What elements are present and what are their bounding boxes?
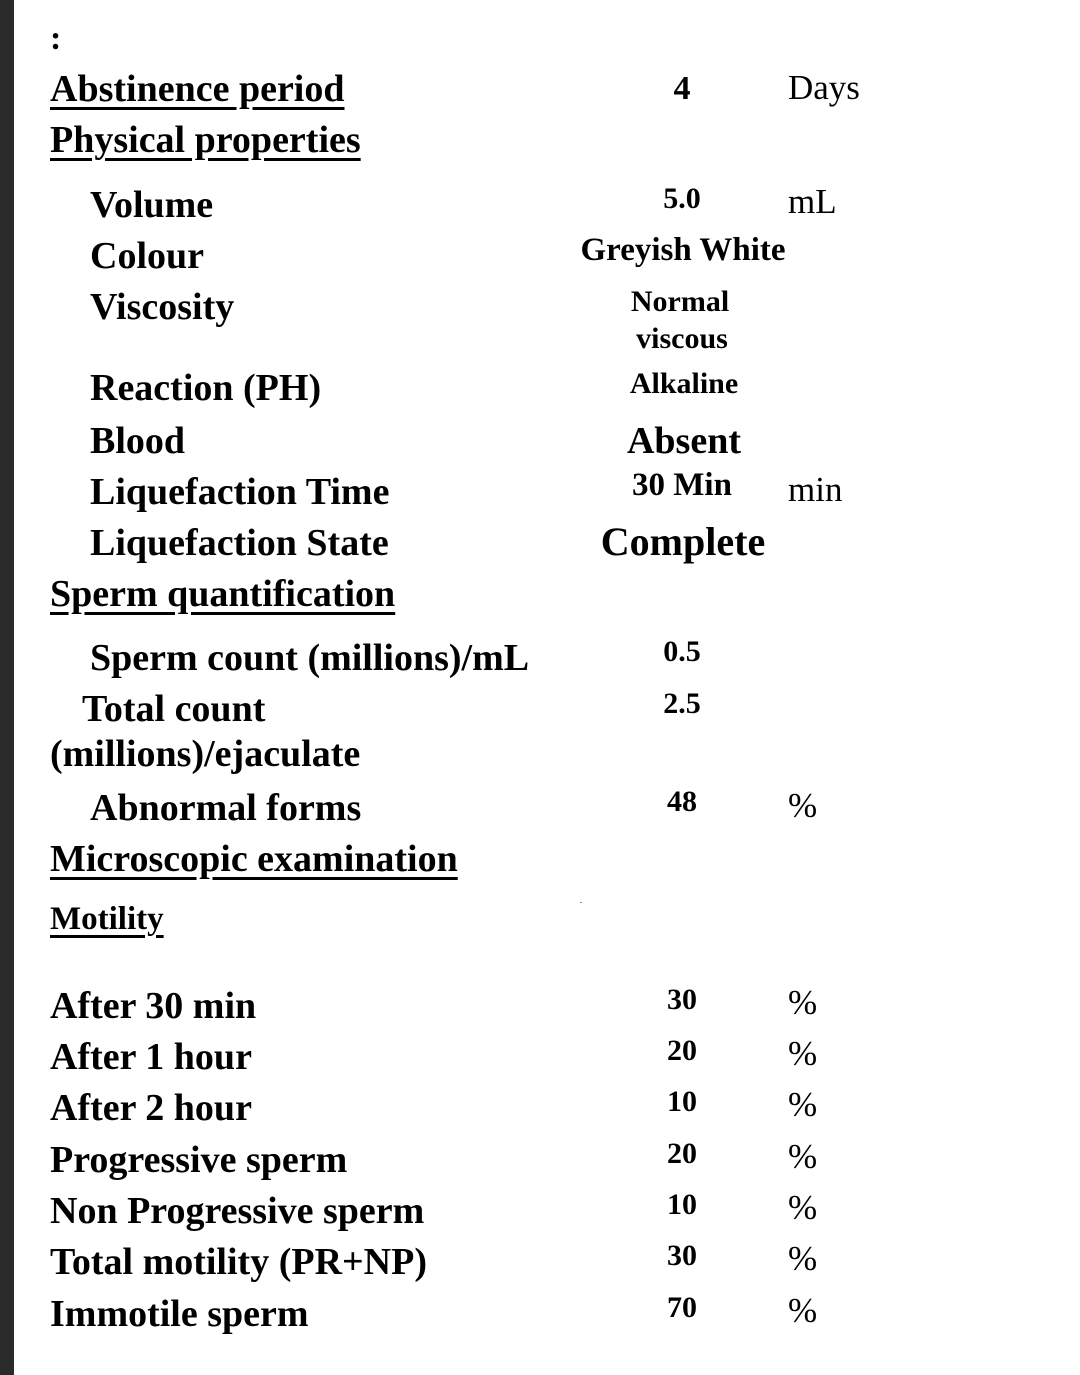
motility-row-value: 20: [667, 1034, 697, 1067]
motility-row-label: After 2 hour: [50, 1087, 252, 1129]
physical-properties-heading: Physical properties: [50, 119, 361, 161]
abnormal-forms-unit: %: [788, 786, 818, 825]
colour-label: Colour: [90, 235, 204, 277]
colour-value: Greyish White: [580, 232, 786, 268]
motility-row-value: 30: [667, 983, 697, 1016]
motility-row-label: After 1 hour: [50, 1036, 252, 1078]
top-mark: :: [50, 20, 62, 57]
abnormal-forms-value: 48: [667, 785, 697, 818]
viscosity-value-line2: viscous: [636, 322, 728, 355]
total-count-value: 2.5: [663, 687, 701, 720]
motility-row-label: Non Progressive sperm: [50, 1190, 425, 1232]
sperm-quantification-heading: Sperm quantification: [50, 573, 396, 615]
blood-label: Blood: [90, 420, 186, 462]
liquefaction-time-label: Liquefaction Time: [90, 471, 390, 513]
motility-row-unit: %: [788, 1085, 818, 1124]
viscosity-label: Viscosity: [90, 286, 235, 328]
volume-unit: mL: [788, 182, 837, 221]
abstinence-value: 4: [673, 70, 691, 107]
motility-row-unit: %: [788, 983, 818, 1022]
motility-row-unit: %: [788, 1291, 818, 1330]
motility-row-label: Progressive sperm: [50, 1139, 348, 1181]
motility-row-unit: %: [788, 1034, 818, 1073]
motility-row-unit: %: [788, 1137, 818, 1176]
liquefaction-time-unit: min: [788, 470, 843, 509]
liquefaction-state-value: Complete: [600, 519, 766, 564]
liquefaction-state-label: Liquefaction State: [90, 522, 389, 564]
total-count-label-line2: (millions)/ejaculate: [50, 733, 361, 775]
volume-value: 5.0: [663, 182, 701, 215]
motility-row-value: 30: [667, 1239, 697, 1272]
left-edge-bar: [0, 0, 14, 1375]
abnormal-forms-label: Abnormal forms: [90, 787, 362, 829]
motility-row-value: 10: [667, 1188, 697, 1221]
total-count-label-line1: Total count: [82, 688, 266, 730]
motility-row-unit: %: [788, 1188, 818, 1227]
motility-row-value: 10: [667, 1085, 697, 1118]
reaction-value: Alkaline: [629, 367, 739, 400]
motility-row-unit: %: [788, 1239, 818, 1278]
motility-row-label: After 30 min: [50, 985, 257, 1027]
volume-label: Volume: [90, 184, 214, 226]
motility-row-value: 70: [667, 1291, 697, 1324]
abstinence-label: Abstinence period: [50, 68, 345, 110]
abstinence-unit: Days: [788, 68, 860, 107]
microscopic-examination-heading: Microscopic examination: [50, 838, 458, 880]
sperm-count-value: 0.5: [663, 635, 701, 668]
motility-row-label: Total motility (PR+NP): [50, 1241, 427, 1283]
motility-row-label: Immotile sperm: [50, 1293, 309, 1335]
viscosity-value-line1: Normal: [630, 285, 730, 318]
stray-dot: [580, 902, 582, 903]
sperm-count-label: Sperm count (millions)/mL: [90, 637, 530, 679]
motility-row-value: 20: [667, 1137, 697, 1170]
liquefaction-time-value: 30 Min: [632, 467, 732, 503]
motility-heading: Motility: [50, 901, 164, 937]
reaction-label: Reaction (PH): [90, 367, 322, 409]
blood-value: Absent: [626, 420, 742, 462]
